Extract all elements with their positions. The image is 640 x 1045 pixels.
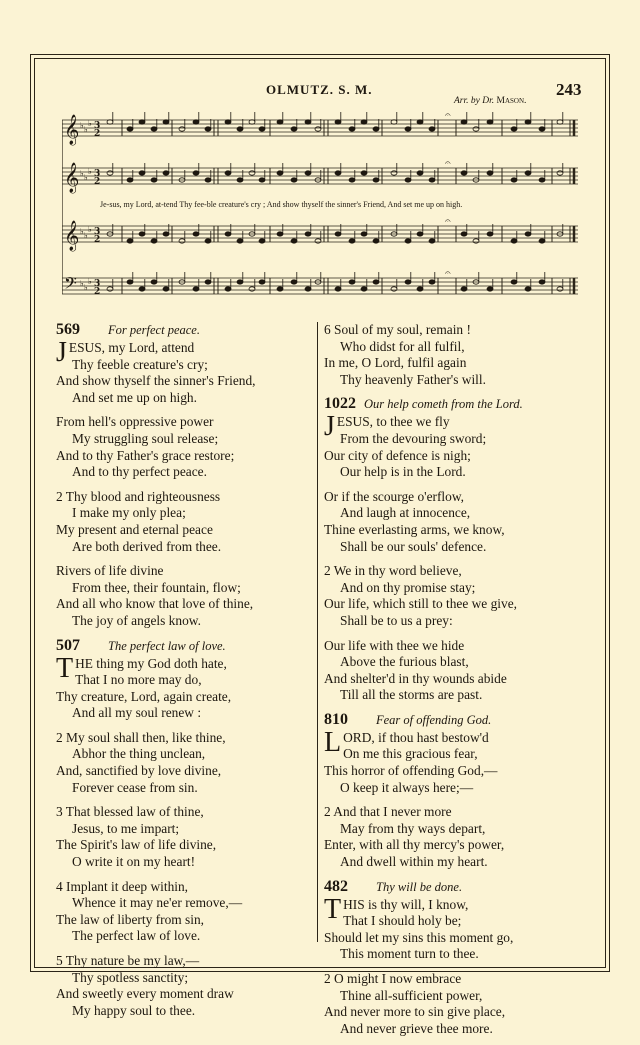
note-head <box>277 120 283 124</box>
verse-line: Rivers of life divine <box>56 563 164 579</box>
hymn-number: 507 <box>56 636 80 654</box>
note-head <box>461 120 467 124</box>
stanza <box>56 730 306 796</box>
note-head <box>511 239 517 243</box>
note-head <box>511 127 517 131</box>
drop-cap: T <box>56 652 74 684</box>
svg-text:𝄐: 𝄐 <box>445 158 451 169</box>
verse-line: 2 O might I now embrace <box>324 971 462 986</box>
note-head <box>259 178 265 182</box>
note-head <box>391 120 397 124</box>
verse-line: May from thy ways depart, <box>340 820 486 836</box>
note-head <box>259 280 265 284</box>
note-head <box>151 239 157 243</box>
svg-text:3: 3 <box>94 169 101 179</box>
note-head <box>277 232 283 236</box>
note-head <box>193 171 199 175</box>
svg-text:♭: ♭ <box>84 125 88 134</box>
note-head <box>525 287 531 291</box>
hymn-number: 569 <box>56 321 80 338</box>
note-head <box>249 171 255 175</box>
stanza <box>56 337 306 406</box>
note-head <box>417 287 423 291</box>
right-column <box>324 322 568 1045</box>
note-head <box>335 287 341 291</box>
verse-line: And dwell within my heart. <box>340 854 488 870</box>
note-head <box>179 127 185 131</box>
verse-line: Thy creature, Lord, again create, <box>56 688 232 704</box>
hymn-title: Fear of offending God. <box>376 712 492 727</box>
note-head <box>391 171 397 175</box>
note-head <box>163 120 169 124</box>
verse-line: 4 Implant it deep within, <box>56 878 189 894</box>
verse-line: HE thing my God doth hate, <box>75 655 227 671</box>
verse-line: Forever cease from sin. <box>72 779 198 795</box>
svg-text:♭: ♭ <box>84 173 88 182</box>
verse-line: On me this gracious fear, <box>343 746 478 762</box>
verse-line: O write it on my heart! <box>72 854 196 870</box>
verse-line: Thy heavenly Father's will. <box>340 371 486 387</box>
verse-line: And sweetly every moment draw <box>56 986 234 1002</box>
note-head <box>163 232 169 236</box>
verse-line: Shall be to us a prey: <box>340 612 453 628</box>
verse-line: My present and eternal peace <box>56 521 213 537</box>
note-head <box>429 280 435 284</box>
stanza-continuation <box>324 322 568 388</box>
note-head <box>335 120 341 124</box>
hymn-569 <box>56 322 306 630</box>
note-head <box>511 178 517 182</box>
note-head <box>237 127 243 131</box>
note-head <box>539 178 545 182</box>
note-head <box>417 120 423 124</box>
note-head <box>473 239 479 243</box>
note-head <box>205 239 211 243</box>
verse-line: ORD, if thou hast bestow'd <box>343 729 489 745</box>
stanza <box>324 638 568 704</box>
verse-line: 3 That blessed law of thine, <box>56 804 204 820</box>
note-head <box>127 239 133 243</box>
verse-line: The perfect law of love. <box>72 928 201 944</box>
note-head <box>151 127 157 131</box>
note-head <box>107 287 113 291</box>
music-lyrics: Je-sus, my Lord, at-tend Thy fee-ble creature's cry ; And show thyself the sinner's Friend, And set me up on high. <box>100 200 463 209</box>
verse-line: And shelter'd in thy wounds abide <box>324 670 507 686</box>
note-head <box>163 171 169 175</box>
verse-line: In me, O Lord, fulfil again <box>324 355 467 371</box>
arranger-prefix: Arr. by Dr. <box>454 96 495 106</box>
verse-line: 2 My soul shall then, like thine, <box>56 729 226 745</box>
note-head <box>139 171 145 175</box>
verse-line: Shall be our souls' defence. <box>340 538 487 554</box>
verse-line: And laugh at innocence, <box>340 505 471 521</box>
verse-line: O keep it always here;— <box>340 779 474 795</box>
drop-cap: L <box>324 726 342 758</box>
stanza <box>56 804 306 870</box>
verse-line: And never grieve thee more. <box>340 1020 493 1036</box>
stanza <box>324 489 568 555</box>
verse-line: And to thy Father's grace restore; <box>56 447 235 463</box>
verse-line: Are both derived from thee. <box>72 538 222 554</box>
hymn-title: Thy will be done. <box>376 879 463 894</box>
verse-line: My happy soul to thee. <box>72 1002 196 1018</box>
note-head <box>429 178 435 182</box>
verse-line: Jesus, to me impart; <box>72 820 180 836</box>
verse-line: My struggling soul release; <box>72 430 219 446</box>
verse-line: And set me up on high. <box>72 389 197 405</box>
stanza <box>56 414 306 480</box>
note-head <box>361 287 367 291</box>
svg-text:3: 3 <box>94 279 101 289</box>
note-head <box>151 178 157 182</box>
note-head <box>107 171 113 175</box>
hymn-810 <box>324 712 568 871</box>
note-head <box>349 127 355 131</box>
verse-line: Our life with thee we hide <box>324 637 465 653</box>
note-head <box>305 232 311 236</box>
note-head <box>405 280 411 284</box>
note-head <box>361 232 367 236</box>
note-head <box>193 287 199 291</box>
note-head <box>417 171 423 175</box>
verse-line: That I should holy be; <box>343 913 462 929</box>
note-head <box>127 127 133 131</box>
verse-line: Abhor the thing unclean, <box>72 746 206 762</box>
svg-text:𝄐: 𝄐 <box>445 216 451 227</box>
note-head <box>487 120 493 124</box>
treble-clef-3: 𝄞 <box>64 221 80 251</box>
stanza <box>324 726 568 796</box>
note-head <box>291 178 297 182</box>
note-head <box>429 127 435 131</box>
verse-line: This moment turn to thee. <box>340 946 479 962</box>
verse-line: ESUS, to thee we fly <box>336 414 450 430</box>
page-header <box>0 80 640 106</box>
verse-line: The Spirit's law of life divine, <box>56 837 217 853</box>
svg-text:♭: ♭ <box>80 227 84 236</box>
note-head <box>193 232 199 236</box>
verse-line: The law of liberty from sin, <box>56 911 205 927</box>
svg-text:3: 3 <box>94 227 101 237</box>
stanza <box>324 804 568 870</box>
svg-text:♭: ♭ <box>80 169 84 178</box>
hymn-title: For perfect peace. <box>108 323 200 337</box>
note-head <box>305 287 311 291</box>
verse-line: 5 Thy nature be my law,— <box>56 953 200 968</box>
verse-line: Should let my sins this moment go, <box>324 929 514 945</box>
note-head <box>237 178 243 182</box>
verse-line: And all who know that love of thine, <box>56 596 254 612</box>
tune-title: OLMUTZ. S. M. <box>266 82 373 97</box>
verse-line: And show thyself the sinner's Friend, <box>56 373 256 389</box>
stanza <box>56 563 306 629</box>
verse-line: I make my only plea; <box>72 505 186 521</box>
note-head <box>127 178 133 182</box>
verse-line: This horror of offending God,— <box>324 763 498 779</box>
stanza <box>324 893 568 963</box>
svg-text:2: 2 <box>94 235 101 245</box>
svg-text:3: 3 <box>94 121 101 131</box>
note-head <box>539 239 545 243</box>
arranger-credit <box>454 96 526 106</box>
note-head <box>249 120 255 124</box>
svg-text:♭: ♭ <box>88 167 92 176</box>
verse-line: From hell's oppressive power <box>56 414 214 430</box>
note-head <box>139 287 145 291</box>
svg-text:♭: ♭ <box>80 121 84 130</box>
note-head <box>277 171 283 175</box>
hymn-number: 482 <box>324 877 348 895</box>
note-head <box>249 287 255 291</box>
treble-clef-1: 𝄞 <box>64 115 80 145</box>
note-head <box>291 239 297 243</box>
note-head <box>205 127 211 131</box>
svg-text:2: 2 <box>94 287 101 297</box>
note-head <box>225 120 231 124</box>
verse-line: Above the furious blast, <box>340 654 469 670</box>
note-head <box>349 280 355 284</box>
verse-line: Thine all-sufficient power, <box>340 987 483 1003</box>
svg-text:♭: ♭ <box>84 231 88 240</box>
hymn-number: 810 <box>324 710 348 728</box>
svg-text:𝄐: 𝄐 <box>445 110 451 121</box>
note-head <box>163 287 169 291</box>
page-number: 243 <box>556 80 582 99</box>
svg-text:♭: ♭ <box>80 279 84 288</box>
stanza <box>56 489 306 555</box>
verse-line: Thy spotless sanctity; <box>72 969 189 985</box>
treble-clef-2: 𝄞 <box>64 163 80 193</box>
verse-line: And all my soul renew : <box>72 705 202 721</box>
verse-line: HIS is thy will, I know, <box>343 896 469 912</box>
note-head <box>139 232 145 236</box>
note-head <box>461 171 467 175</box>
note-head <box>335 232 341 236</box>
svg-text:♭: ♭ <box>88 277 92 286</box>
note-head <box>557 287 563 291</box>
note-head <box>487 171 493 175</box>
note-head <box>205 178 211 182</box>
svg-text:♭: ♭ <box>84 283 88 292</box>
note-head <box>373 280 379 284</box>
note-head <box>405 127 411 131</box>
note-head <box>349 178 355 182</box>
stanza <box>324 563 568 629</box>
note-head <box>487 287 493 291</box>
svg-text:♭: ♭ <box>88 225 92 234</box>
hymn-507 <box>56 638 306 1020</box>
note-head <box>225 171 231 175</box>
note-head <box>151 280 157 284</box>
note-head <box>539 280 545 284</box>
verse-line: 2 Thy blood and righteousness <box>56 488 221 504</box>
verse-line: 6 Soul of my soul, remain ! <box>324 322 471 337</box>
note-head <box>349 239 355 243</box>
stanza <box>56 879 306 945</box>
verse-line: And to thy perfect peace. <box>72 464 207 480</box>
verse-line: From thee, their fountain, flow; <box>72 579 241 595</box>
verse-line: Enter, with all thy mercy's power, <box>324 837 505 853</box>
verse-line: And never more to sin give place, <box>324 1004 506 1020</box>
verse-line: From the devouring sword; <box>340 430 487 446</box>
arranger-name: Mason. <box>496 96 527 106</box>
note-head <box>405 178 411 182</box>
note-head <box>461 287 467 291</box>
column-divider <box>317 322 318 942</box>
verse-line: Whence it may ne'er remove,— <box>72 895 243 911</box>
left-column <box>56 322 306 1027</box>
note-head <box>205 280 211 284</box>
note-head <box>525 232 531 236</box>
hymn-title: The perfect law of love. <box>108 638 226 653</box>
note-head <box>539 127 545 131</box>
note-head <box>225 287 231 291</box>
hymn-1022 <box>324 396 568 704</box>
note-head <box>291 127 297 131</box>
note-head <box>525 120 531 124</box>
note-head <box>179 239 185 243</box>
note-head <box>127 280 133 284</box>
note-head <box>361 171 367 175</box>
svg-text:2: 2 <box>94 129 101 139</box>
note-head <box>511 280 517 284</box>
note-head <box>277 287 283 291</box>
verse-line: 2 And that I never more <box>324 804 452 820</box>
verse-line: And on thy promise stay; <box>340 579 476 595</box>
note-head <box>315 127 321 131</box>
note-head <box>237 280 243 284</box>
verse-line: And, sanctified by love divine, <box>56 763 222 779</box>
hymn-title: Our help cometh from the Lord. <box>364 397 523 412</box>
hymn-number: 1022 <box>324 395 356 413</box>
note-head <box>417 232 423 236</box>
note-head <box>107 120 113 124</box>
stanza <box>56 953 306 1019</box>
note-head <box>237 239 243 243</box>
note-head <box>361 120 367 124</box>
note-head <box>473 127 479 131</box>
note-head <box>487 232 493 236</box>
verse-line: Our life, which still to thee we give, <box>324 596 518 612</box>
note-head <box>373 239 379 243</box>
stanza <box>56 652 306 722</box>
note-head <box>335 171 341 175</box>
note-head <box>391 287 397 291</box>
note-head <box>305 120 311 124</box>
note-head <box>225 232 231 236</box>
verse-line: ESUS, my Lord, attend <box>68 340 195 355</box>
note-head <box>259 239 265 243</box>
note-head <box>373 127 379 131</box>
verse-line: Our help is in the Lord. <box>340 464 466 480</box>
note-head <box>373 178 379 182</box>
verse-line: The joy of angels know. <box>72 612 201 628</box>
note-head <box>259 127 265 131</box>
note-head <box>291 280 297 284</box>
svg-text:♭: ♭ <box>88 119 92 128</box>
verse-line: Thy feeble creature's cry; <box>72 356 208 372</box>
drop-cap: T <box>324 893 342 925</box>
verse-line: Our city of defence is nigh; <box>324 447 471 463</box>
note-head <box>525 171 531 175</box>
stanza <box>324 971 568 1037</box>
note-head <box>429 239 435 243</box>
note-head <box>315 239 321 243</box>
svg-text:2: 2 <box>94 177 101 187</box>
verse-line: Or if the scourge o'erflow, <box>324 488 464 504</box>
note-head <box>557 120 563 124</box>
verse-line: That I no more may do, <box>75 672 202 688</box>
note-head <box>461 232 467 236</box>
verse-line: 2 We in thy word believe, <box>324 563 462 579</box>
verse-line: Till all the storms are past. <box>340 687 483 703</box>
note-head <box>305 171 311 175</box>
hymn-482 <box>324 879 568 1038</box>
note-head <box>557 171 563 175</box>
verse-line: Who didst for all fulfil, <box>340 338 465 354</box>
note-head <box>405 239 411 243</box>
note-head <box>139 120 145 124</box>
verse-line: Thine everlasting arms, we know, <box>324 521 505 537</box>
drop-cap: J <box>56 337 67 368</box>
note-head <box>193 120 199 124</box>
bass-clef: 𝄢 <box>64 273 77 297</box>
svg-text:𝄐: 𝄐 <box>445 268 451 279</box>
stanza <box>324 411 568 480</box>
drop-cap: J <box>324 411 335 443</box>
